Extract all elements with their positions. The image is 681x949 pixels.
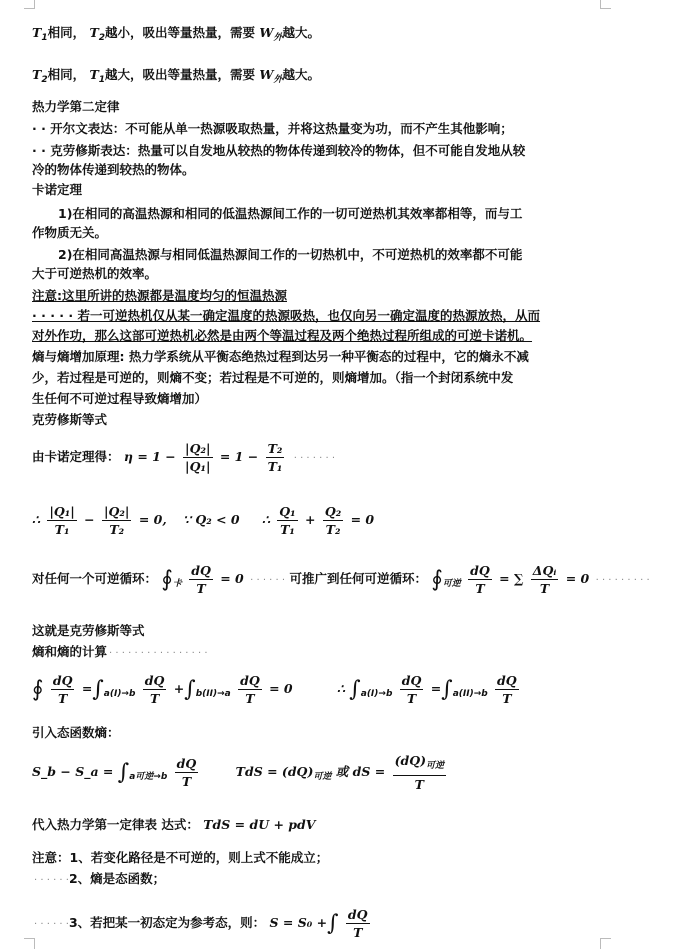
- heading-entropy-calc: 熵和熵的计算 · · · · · · · · · · · · · · · ·: [32, 644, 208, 659]
- clausius-statement-2: 冷的物体传递到较热的物体。: [32, 162, 195, 177]
- line-t2-same: $T_2$相同， $T_1$越大，吸出等量热量，需要 $W_外$越大。: [32, 67, 320, 85]
- line-t1-same: $T_1$相同， $T_2$越小，吸出等量热量，需要 $W_外$越大。: [32, 25, 320, 43]
- page-corner-tr: [600, 0, 611, 9]
- path-integral-formula: ∮ $\frac{dQ}{T}$ $=\int_{a(I)\to b}$ $\frac{dQ}{T}$ $+\int_{b(II)\to a}$ $\frac{dQ}{T}$ = 0 ∴ $\int_{a(I)\to b}$ $\frac{dQ}{T}$ $=\int_{a(II)\to b}$ $\frac{dQ}{T}$: [32, 673, 517, 706]
- entropy-line2: 少，若过程是可逆的，则熵不变；若过程是不可逆的，则熵增加。（指一个封闭系统中发: [32, 370, 514, 385]
- note2-line1: 注意：1、若变化路径是不可逆的，则上式不能成立；: [32, 850, 329, 865]
- entropy-definition-formula: S_b − S_a = $\int_{a可逆\to b}$ $\frac{dQ}{T}$ TdS = $(dQ)_{可逆}$ 或 dS = $\frac{(dQ)_{可逆}}{T}$: [32, 753, 445, 792]
- heading-second-law: 热力学第二定律: [32, 99, 120, 114]
- entropy-line1: 熵与熵增加原理: 热力学系统从平衡态绝热过程到达另一种平衡态的过程中，它的熵永不减: [32, 349, 529, 364]
- page-corner-tl: [24, 0, 35, 9]
- heading-carnot: 卡诺定理: [32, 182, 83, 197]
- note2-line3: · · · · · ·3、若把某一初态定为参考态，则： S = S₀ +∫ $\frac{dQ}{T}$: [34, 907, 368, 940]
- page-corner-br: [600, 938, 611, 949]
- state-function-heading: 引入态函数熵：: [32, 725, 120, 740]
- page-corner-bl: [24, 938, 35, 949]
- first-law-line: 代入热力学第一定律表 达式： TdS = dU + pdV: [32, 817, 316, 832]
- reversible-line2: 对外作功，那么这部可逆热机必然是由两个等温过程及两个绝热过程所组成的可逆卡诺机。: [32, 328, 533, 343]
- clausius-statement-1: · · 克劳修斯表达：热量可以自发地从较热的物体传递到较冷的物体，但不可能自发地从较: [32, 143, 526, 158]
- this-is-clausius: 这就是克劳修斯等式: [32, 623, 145, 638]
- note-heat-source: 注意:这里所讲的热源都是温度均匀的恒温热源: [32, 288, 287, 303]
- kelvin-statement: · · 开尔文表达：不可能从单一热源吸取热量，并将这热量变为功，而不产生其他影响；: [32, 121, 513, 136]
- carnot-2-line1: 2)在相同高温热源与相同低温热源间工作的一切热机中，不可逆热机的效率都不可能: [58, 247, 523, 262]
- therefore-formula: ∴ $\frac{\text{|Q₁|}}{\text{T₁}}$ − $\frac{\text{|Q₂|}}{\text{T₂}}$ = 0, ∵ Q₂ < 0 ∴ $\frac{\text{Q₁}}{\text{T₁}}$ + $\frac{\text{Q₂}}{\text{T₂}}$ = 0: [32, 504, 375, 537]
- carnot-2-line2: 大于可逆热机的效率。: [32, 266, 158, 281]
- reversible-line1: · · · · · 若一可逆热机仅从某一确定温度的热源吸热，也仅向另一确定温度的热源放热，从而: [32, 308, 541, 323]
- heading-clausius-equality: 克劳修斯等式: [32, 412, 108, 427]
- carnot-1-line2: 作物质无关。: [32, 225, 108, 240]
- cycle-formula: 对任何一个可逆循环： $∮_卡$ $\frac{dQ}{T}$ = 0 · · · · · · 可推广到任何可逆循环： $∮_{可逆}$ $\frac{dQ}{T}$ = ∑ $\frac{\text{ΔQᵢ}}{T}$ = 0 · · · · · · · · ·: [32, 563, 650, 596]
- carnot-1-line1: 1)在相同的高温热源和相同的低温热源间工作的一切可逆热机其效率都相等，而与工: [58, 206, 523, 221]
- note2-line2: · · · · · ·2、熵是态函数；: [34, 871, 166, 886]
- entropy-line3: 生任何不可逆过程导致熵增加）: [32, 391, 208, 406]
- efficiency-formula: 由卡诺定理得： η = 1 − $\frac{\text{|Q₂|}}{\text{|Q₁|}}$ = 1 − $\frac{\text{T₂}}{\text{T₁}}$ · · · · · · ·: [32, 441, 336, 474]
